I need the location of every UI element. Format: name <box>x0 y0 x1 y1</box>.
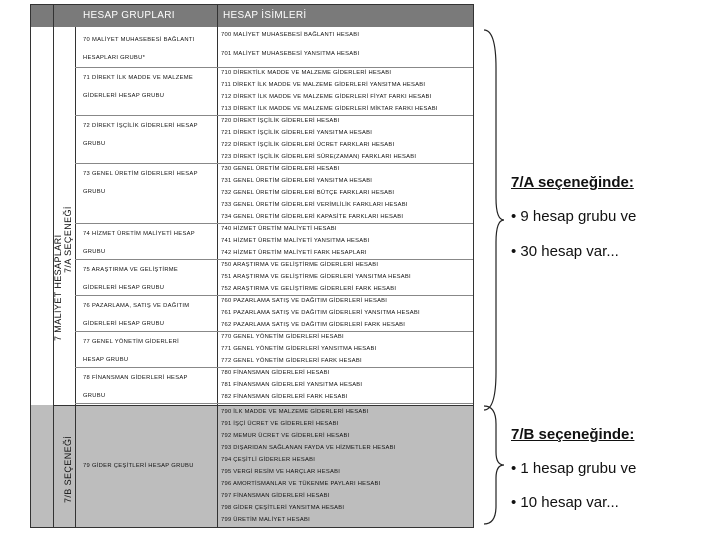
account-row: 750 ARAŞTIRMA VE GELİŞTİRME GİDERLERİ HESABI <box>221 262 379 268</box>
group-label-line: 73 GENEL ÜRETİM GİDERLERİ HESAP <box>83 171 198 177</box>
account-row: 700 MALİYET MUHASEBESİ BAĞLANTI HESABI <box>221 32 360 38</box>
brace-option-a <box>482 28 506 412</box>
group-label-line: HESAPLARI GRUBU* <box>83 55 146 61</box>
group-cell <box>83 457 218 475</box>
group-label-line: GRUBU <box>83 249 106 255</box>
group-separator <box>75 163 473 164</box>
account-row: 711 DİREKT İLK MADDE VE MALZEME GİDERLERİ YANSITMA HESABI <box>221 82 426 88</box>
group-cell <box>83 297 218 333</box>
account-row: 791 İŞÇİ ÜCRET VE GİDERLERİ HESABI <box>221 421 339 427</box>
header-accounts: HESAP İSİMLERİ <box>223 10 307 21</box>
group-cell <box>83 165 218 201</box>
group-separator <box>75 367 473 368</box>
group-label-line: 75 ARAŞTIRMA VE GELİŞTİRME <box>83 267 179 273</box>
account-row: 721 DİREKT İŞÇİLİK GİDERLERİ YANSITMA HESABI <box>221 130 373 136</box>
account-row: 770 GENEL YÖNETİM GİDERLERİ HESABI <box>221 334 344 340</box>
account-row: 794 ÇEŞİTLİ GİDERLER HESABI <box>221 457 316 463</box>
account-row: 710 DİREKTİLK MADDE VE MALZEME GİDERLERİ HESABI <box>221 70 392 76</box>
account-row: 733 GENEL ÜRETİM GİDERLERİ VERİMLİLİK FARKLARI HESABI <box>221 202 408 208</box>
account-row: 740 HİZMET ÜRETİM MALİYETİ HESABI <box>221 226 337 232</box>
note-b-line-2: • 10 hesap var... <box>511 494 619 511</box>
account-row: 752 ARAŞTIRMA VE GELİŞTİRME GİDERLERİ FARK HESABI <box>221 286 397 292</box>
group-separator <box>75 331 473 332</box>
group-separator <box>75 259 473 260</box>
group-cell <box>83 225 218 261</box>
group-label-line: GİDERLERİ HESAP GRUBU <box>83 285 165 291</box>
account-row: 798 GİDER ÇEŞİTLERİ YANSITMA HESABI <box>221 505 345 511</box>
account-row: 796 AMORTİSMANLAR VE TÜKENME PAYLARI HESABI <box>221 481 381 487</box>
group-label-line: GRUBU <box>83 141 106 147</box>
account-row: 730 GENEL ÜRETİM GİDERLERİ HESABI <box>221 166 340 172</box>
note-b-line-1: • 1 hesap grubu ve <box>511 460 637 477</box>
label-main: 7 MALİYET HESAPLARI <box>53 234 63 341</box>
account-row: 712 DİREKT İLK MADDE VE MALZEME GİDERLERİ FİYAT FARKI HESABI <box>221 94 432 100</box>
account-row: 799 ÜRETİM MALİYET HESABI <box>221 517 310 523</box>
note-a-line-2: • 30 hesap var... <box>511 243 619 260</box>
group-label-line: 77 GENEL YÖNETİM GİDERLERİ <box>83 339 180 345</box>
group-separator <box>75 67 473 68</box>
group-label-line: GRUBU <box>83 393 106 399</box>
group-label-line: 70 MALİYET MUHASEBESİ BAĞLANTI <box>83 37 195 43</box>
account-row: 793 DIŞARIDAN SAĞLANAN FAYDA VE HİZMETLER HESABI <box>221 445 396 451</box>
account-row: 792 MEMUR ÜCRET VE GİDERLERİ HESABI <box>221 433 350 439</box>
account-row: 720 DİREKT İŞÇİLİK GİDERLERİ HESABI <box>221 118 340 124</box>
table-header <box>31 5 473 27</box>
note-a-line-1: • 9 hesap grubu ve <box>511 208 637 225</box>
note-b-title: 7/B seçeneğinde: <box>511 426 635 443</box>
label-option-a: 7/A SEÇENEĞİ <box>63 206 73 273</box>
group-label-line: 74 HİZMET ÜRETİM MALİYETİ HESAP <box>83 231 195 237</box>
account-row: 751 ARAŞTIRMA VE GELİŞTİRME GİDERLERİ YANSITMA HESABI <box>221 274 411 280</box>
group-cell <box>83 261 218 297</box>
divider-option <box>75 27 76 527</box>
account-row: 762 PAZARLAMA SATIŞ VE DAĞITIM GİDERLERİ FARK HESABI <box>221 322 406 328</box>
account-row: 781 FİNANSMAN GİDERLERİ YANSITMA HESABI <box>221 382 363 388</box>
account-row: 760 PAZARLAMA SATIŞ VE DAĞITIM GİDERLERİ HESABI <box>221 298 388 304</box>
account-row: 731 GENEL ÜRETİM GİDERLERİ YANSITMA HESABI <box>221 178 373 184</box>
account-row: 780 FİNANSMAN GİDERLERİ HESABI <box>221 370 330 376</box>
group-label-line: GİDERLERİ HESAP GRUBU <box>83 321 165 327</box>
group-cell <box>83 369 218 405</box>
brace-option-b <box>482 404 506 526</box>
group-cell <box>83 117 218 153</box>
group-separator <box>75 403 473 404</box>
group-separator <box>75 223 473 224</box>
group-label-line: GRUBU <box>83 189 106 195</box>
group-cell <box>83 31 218 67</box>
group-label-line: 78 FİNANSMAN GİDERLERİ HESAP <box>83 375 188 381</box>
account-row: 722 DİREKT İŞÇİLİK GİDERLERİ ÜCRET FARKLARI HESABI <box>221 142 395 148</box>
group-separator <box>75 295 473 296</box>
account-row: 723 DİREKT İŞÇİLİK GİDERLERİ SÜRE(ZAMAN) FARKLARI HESABI <box>221 154 417 160</box>
account-row: 790 İLK MADDE VE MALZEME GİDERLERİ HESABI <box>221 409 369 415</box>
label-option-b: 7/B SEÇENEĞİ <box>63 435 73 503</box>
group-label-line: 76 PAZARLAMA, SATIŞ VE DAĞITIM <box>83 303 190 309</box>
group-label-line: 79 GİDER ÇEŞİTLERİ HESAP GRUBU <box>83 463 194 469</box>
account-row: 701 MALİYET MUHASEBESİ YANSITMA HESABI <box>221 51 360 57</box>
account-row: 761 PAZARLAMA SATIŞ VE DAĞITIM GİDERLERİ YANSITMA HESABI <box>221 310 420 316</box>
account-row: 741 HİZMET ÜRETİM MALİYETİ YANSITMA HESABI <box>221 238 370 244</box>
account-row: 782 FİNANSMAN GİDERLERİ FARK HESABI <box>221 394 348 400</box>
header-groups: HESAP GRUPLARI <box>83 10 175 21</box>
group-label-line: 72 DİREKT İŞÇİLİK GİDERLERİ HESAP <box>83 123 198 129</box>
group-label-line: GİDERLERİ HESAP GRUBU <box>83 93 165 99</box>
account-row: 742 HİZMET ÜRETİM MALİYETİ FARK HESAPLARI <box>221 250 367 256</box>
account-row: 732 GENEL ÜRETİM GİDERLERİ BÜTÇE FARKLARI HESABI <box>221 190 395 196</box>
account-row: 795 VERGİ RESİM VE HARÇLAR HESABI <box>221 469 341 475</box>
group-cell <box>83 69 218 105</box>
group-cell <box>83 333 218 369</box>
account-row: 771 GENEL YÖNETİM GİDERLERİ YANSITMA HESABI <box>221 346 377 352</box>
group-separator <box>75 115 473 116</box>
account-row: 797 FİNANSMAN GİDERLERİ HESABI <box>221 493 330 499</box>
group-label-line: 71 DİREKT İLK MADDE VE MALZEME <box>83 75 194 81</box>
account-row: 713 DİREKT İLK MADDE VE MALZEME GİDERLERİ MİKTAR FARKI HESABI <box>221 106 438 112</box>
account-row: 734 GENEL ÜRETİM GİDERLERİ KAPASİTE FARKLARI HESABI <box>221 214 404 220</box>
group-label-line: HESAP GRUBU <box>83 357 129 363</box>
account-row: 772 GENEL YÖNETİM GİDERLERİ FARK HESABI <box>221 358 362 364</box>
note-a-title: 7/A seçeneğinde: <box>511 174 634 191</box>
account-table <box>30 4 474 528</box>
